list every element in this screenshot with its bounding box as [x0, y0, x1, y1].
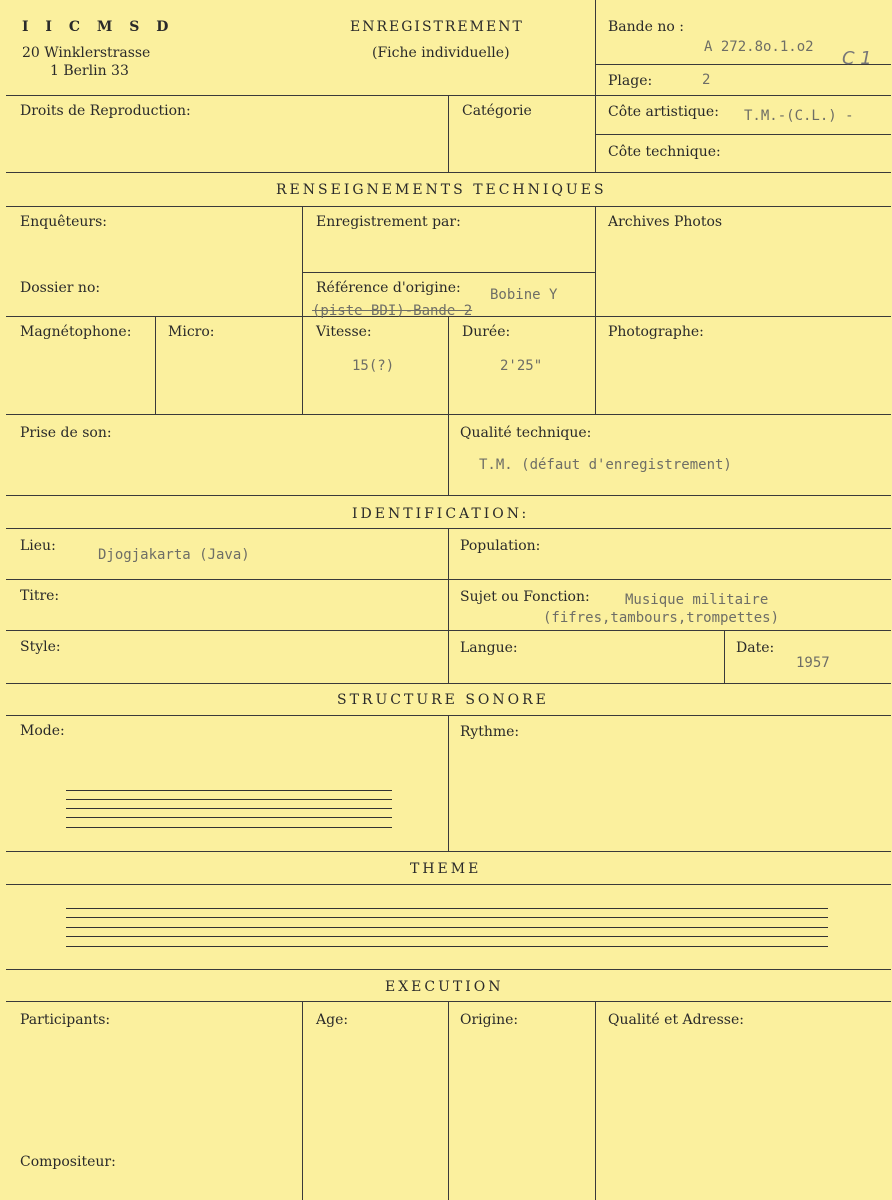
rule-theme-title-bottom — [6, 884, 891, 885]
lieu-label: Lieu: — [20, 538, 56, 554]
magnetophone-label: Magnétophone: — [20, 324, 132, 340]
qualite-technique-label: Qualité technique: — [460, 425, 592, 441]
dossier-label: Dossier no: — [20, 280, 101, 296]
rule-v-duree — [448, 316, 449, 414]
org-address-street: 20 Winklerstrasse — [22, 45, 151, 61]
categorie-label: Catégorie — [462, 103, 532, 119]
section-title-execution: EXECUTION — [385, 979, 504, 995]
section-title-identification: IDENTIFICATION: — [352, 506, 530, 522]
compositeur-label: Compositeur: — [20, 1154, 116, 1170]
rule-theme-bottom — [6, 969, 891, 970]
reference-value-line1: Bobine Y — [490, 287, 558, 303]
reference-label: Référence d'origine: — [316, 280, 461, 296]
archives-photos-label: Archives Photos — [608, 214, 723, 230]
sujet-value-line2: (fifres,tambours,trompettes) — [543, 610, 780, 626]
rule-v-exec-a — [302, 1001, 303, 1200]
mode-staff-line — [66, 808, 392, 809]
droits-label: Droits de Reproduction: — [20, 103, 191, 119]
lieu-value: Djogjakarta (Java) — [98, 547, 250, 563]
qualite-adresse-label: Qualité et Adresse: — [608, 1012, 744, 1028]
duree-value: 2'25" — [500, 358, 543, 374]
sujet-label: Sujet ou Fonction: — [460, 589, 590, 605]
rythme-label: Rythme: — [460, 724, 520, 740]
photographe-label: Photographe: — [608, 324, 704, 340]
prise-de-son-label: Prise de son: — [20, 425, 112, 441]
rule-v-categorie-right — [595, 95, 596, 172]
rule-enreg-bottom — [302, 272, 595, 273]
qualite-technique-value: T.M. (défaut d'enregistrement) — [479, 457, 732, 473]
rule-struct-bottom — [6, 851, 891, 852]
cote-technique-label: Côte technique: — [608, 144, 721, 160]
rule-v-qualite — [448, 414, 449, 495]
titre-label: Titre: — [20, 588, 60, 604]
section-title-structure: STRUCTURE SONORE — [337, 692, 549, 708]
mode-staff-line — [66, 799, 392, 800]
rule-v-exec-b — [448, 1001, 449, 1200]
reference-value-line2: (piste BDI)-Bande 2 — [312, 303, 473, 319]
mode-staff-line — [66, 790, 392, 791]
rule-rights-bottom — [6, 172, 891, 173]
rule-ident-bottom — [6, 683, 891, 684]
section-title-theme: THEME — [410, 861, 482, 877]
rule-v-date — [724, 630, 725, 683]
rule-v-header — [595, 0, 596, 95]
plage-value: 2 — [702, 72, 711, 88]
mode-staff-line — [66, 817, 392, 818]
mode-staff-line — [66, 827, 392, 828]
rule-v-tech-b — [595, 206, 596, 414]
theme-staff-line — [66, 946, 828, 947]
style-label: Style: — [20, 639, 61, 655]
vitesse-value: 15(?) — [352, 358, 395, 374]
date-label: Date: — [736, 640, 775, 656]
participants-label: Participants: — [20, 1012, 111, 1028]
rule-cote-mid — [595, 134, 891, 135]
vitesse-label: Vitesse: — [316, 324, 372, 340]
org-address-city: 1 Berlin 33 — [50, 63, 129, 79]
theme-staff-line — [66, 927, 828, 928]
org-logo: I I C M S D — [22, 19, 175, 35]
page-subtitle: (Fiche individuelle) — [372, 45, 510, 61]
enregistrement-par-label: Enregistrement par: — [316, 214, 461, 230]
langue-label: Langue: — [460, 640, 518, 656]
age-label: Age: — [316, 1012, 349, 1028]
rule-v-ident — [448, 528, 449, 683]
population-label: Population: — [460, 538, 541, 554]
date-value: 1957 — [796, 655, 830, 671]
rule-v-exec-c — [595, 1001, 596, 1200]
theme-staff-line — [66, 936, 828, 937]
enqueteurs-label: Enquêteurs: — [20, 214, 108, 230]
rule-v-tech-a — [302, 206, 303, 414]
theme-staff-line — [66, 917, 828, 918]
bande-label: Bande no : — [608, 19, 684, 35]
bande-handwritten-mark: C 1 — [842, 48, 872, 69]
rule-tech-title-bottom — [6, 206, 891, 207]
cote-artistique-label: Côte artistique: — [608, 104, 719, 120]
rule-v-struct — [448, 715, 449, 851]
rule-v-micro — [155, 316, 156, 414]
duree-label: Durée: — [462, 324, 511, 340]
rule-v-categorie-left — [448, 95, 449, 172]
plage-label: Plage: — [608, 73, 653, 89]
rule-tech-bottom — [6, 495, 891, 496]
section-title-technique: RENSEIGNEMENTS TECHNIQUES — [276, 182, 607, 198]
page-title: ENREGISTREMENT — [350, 19, 524, 35]
micro-label: Micro: — [168, 324, 215, 340]
mode-label: Mode: — [20, 723, 65, 739]
origine-label: Origine: — [460, 1012, 519, 1028]
theme-staff-line — [66, 908, 828, 909]
sujet-value-line1: Musique militaire — [625, 592, 769, 608]
bande-value: A 272.8o.1.o2 — [704, 39, 814, 55]
cote-artistique-value: T.M.-(C.L.) - — [744, 108, 854, 124]
